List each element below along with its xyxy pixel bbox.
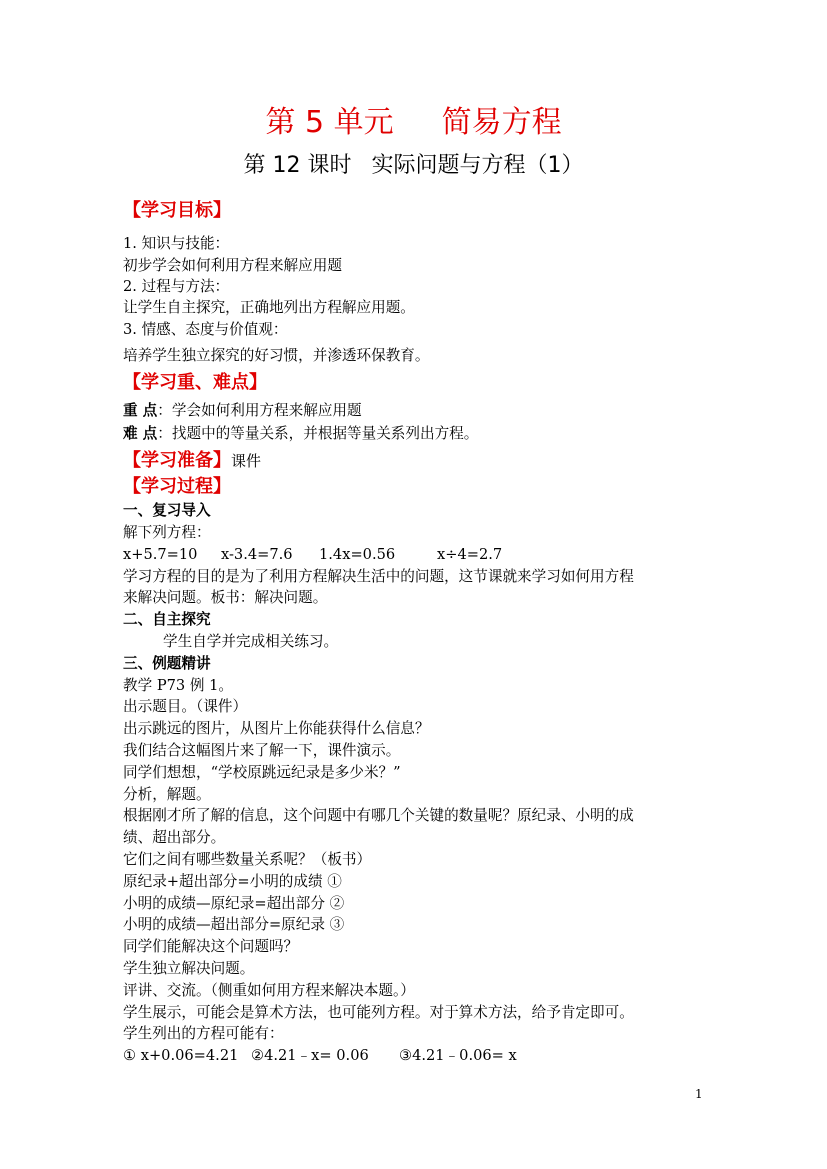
prep-value: 课件 — [231, 452, 262, 470]
goal-line: 让学生自主探究，正确地列出方程解应用题。 — [123, 299, 415, 316]
review-heading: 一、复习导入 — [123, 502, 211, 519]
paragraph-line: 绩、超出部分。 — [123, 829, 226, 846]
paragraph-line: 它们之间有哪些数量关系呢？（板书） — [123, 851, 372, 868]
explore-text: 学生自学并完成相关练习。 — [163, 633, 339, 650]
page-number: 1 — [695, 1087, 703, 1101]
goal-line: 3. 情感、态度与价值观： — [123, 321, 288, 338]
goal-line: 1. 知识与技能： — [123, 235, 230, 252]
unit-label: 第 5 单元 — [265, 105, 394, 140]
equation: ③4.21﹣0.06= x — [399, 1047, 517, 1064]
relation-line: 小明的成绩—超出部分=原纪录 ③ — [123, 916, 345, 933]
equation: 1.4x=0.56 — [319, 546, 396, 563]
relation-line: 原纪录+超出部分=小明的成绩 ① — [123, 873, 342, 890]
paragraph-line: 学生展示，可能会是算术方法，也可能列方程。对于算术方法，给予肯定即可。 — [123, 1004, 634, 1021]
review-intro: 解下列方程： — [123, 524, 211, 541]
paragraph-line: 学习方程的目的是为了利用方程解决生活中的问题，这节课就来学习如何用方程 — [123, 568, 634, 585]
paragraph-line: 分析，解题。 — [123, 786, 211, 803]
paragraph-line: 学生列出的方程可能有： — [123, 1025, 284, 1042]
goal-line: 培养学生独立探究的好习惯，并渗透环保教育。 — [123, 347, 430, 364]
paragraph-line: 同学们想想，“学校原跳远纪录是多少米？” — [123, 764, 401, 781]
equation: x÷4=2.7 — [437, 546, 503, 563]
paragraph-line: 来解决问题。板书：解决问题。 — [123, 589, 328, 606]
lesson-number: 第 12 课时 — [243, 153, 352, 178]
unit-name: 简易方程 — [441, 105, 562, 140]
important-point: 重 点：学会如何利用方程来解应用题 — [123, 402, 362, 419]
equation: ②4.21﹣x= 0.06 — [251, 1047, 369, 1064]
paragraph-line: 学生独立解决问题。 — [123, 960, 255, 977]
equation: ① x+0.06=4.21 — [123, 1047, 239, 1064]
explore-heading: 二、自主探究 — [123, 611, 211, 628]
final-equations — [123, 1045, 517, 1066]
key-points-heading: 【学习重、难点】 — [123, 372, 267, 393]
unit-title — [0, 103, 827, 143]
prep-heading: 【学习准备】课件 — [123, 450, 262, 471]
goal-line: 2. 过程与方法： — [123, 278, 230, 295]
paragraph-line: 同学们能解决这个问题吗？ — [123, 938, 299, 955]
paragraph-line: 出示跳远的图片，从图片上你能获得什么信息？ — [123, 720, 430, 737]
difficult-point: 难 点：找题中的等量关系，并根据等量关系列出方程。 — [123, 425, 479, 442]
equation: x-3.4=7.6 — [221, 546, 293, 563]
paragraph-line: 评讲、交流。（侧重如何用方程来解决本题。） — [123, 982, 415, 999]
paragraph-line: 教学 P73 例 1。 — [123, 677, 233, 694]
relation-line: 小明的成绩—原纪录=超出部分 ② — [123, 895, 345, 912]
paragraph-line: 出示题目。（课件） — [123, 698, 248, 715]
lesson-name: 实际问题与方程（1） — [371, 153, 584, 178]
example-heading: 三、例题精讲 — [123, 655, 211, 672]
process-heading: 【学习过程】 — [123, 476, 231, 497]
paragraph-line: 根据刚才所了解的信息，这个问题中有哪几个关键的数量呢？原纪录、小明的成 — [123, 807, 634, 824]
goal-line: 初步学会如何利用方程来解应用题 — [123, 257, 342, 274]
equation: x+5.7=10 — [123, 546, 198, 563]
lesson-title — [0, 150, 827, 182]
goals-heading: 【学习目标】 — [123, 200, 231, 221]
review-equations — [123, 544, 502, 565]
paragraph-line: 我们结合这幅图片来了解一下，课件演示。 — [123, 742, 401, 759]
